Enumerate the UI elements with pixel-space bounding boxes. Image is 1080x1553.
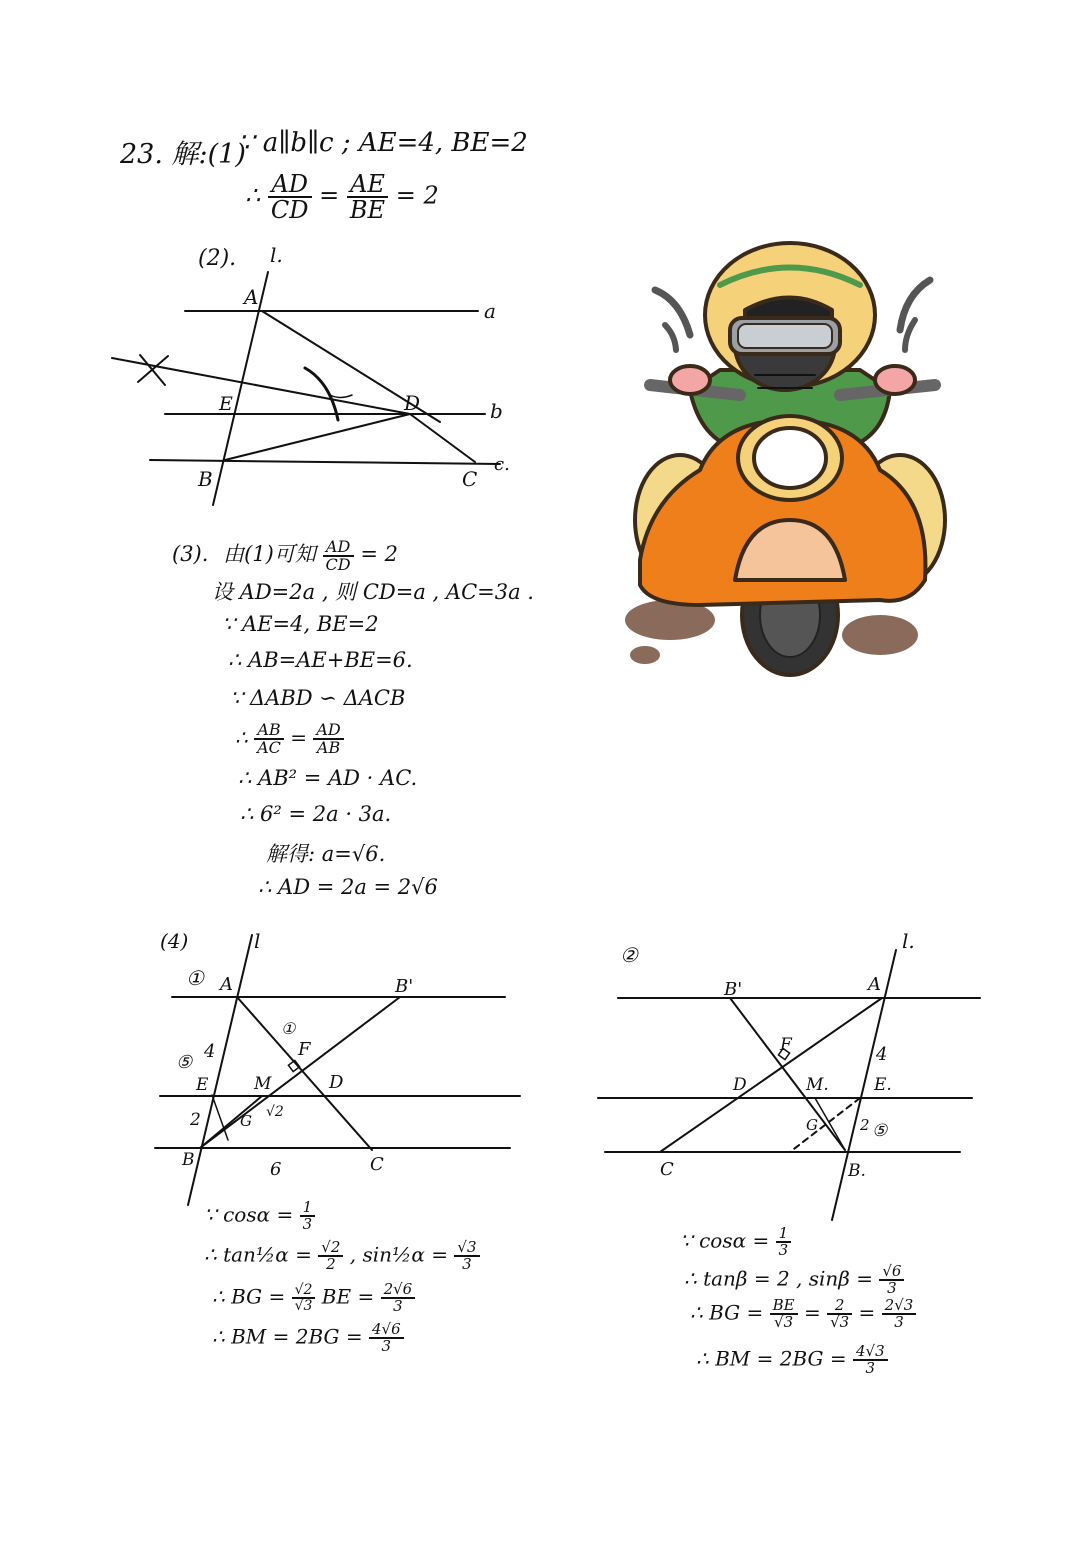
case2-point-d: D [733, 1075, 747, 1095]
case1-circle-1: ① [281, 1019, 296, 1038]
fraction-ad-cd: $\frac{AD}{CD}$ [268, 172, 312, 222]
part3-step-1: 设 AD=2a , 则 CD=a , AC=3a . [212, 580, 534, 604]
part3-ratio: ∴ $\frac{AB}{AC}$ = $\frac{AD}{AB}$ [235, 722, 344, 756]
case1-point-d: D [329, 1072, 344, 1093]
part2-label: (2). [198, 246, 237, 271]
case2-point-c: C [660, 1159, 674, 1180]
point-d: D [404, 391, 421, 415]
case1-point-m: M [254, 1074, 272, 1094]
case2-point-a: A [868, 974, 881, 995]
case1-point-b: B [182, 1150, 195, 1170]
case1-len-4: 4 [204, 1041, 216, 1062]
part3-step-8: ∴ AD = 2a = 2√6 [258, 875, 438, 899]
case2-marker: ② [620, 943, 638, 967]
point-a: A [244, 285, 259, 309]
part1-ratio: ∴ $\frac{AD}{CD}$ = $\frac{AE}{BE}$ = 2 [245, 170, 439, 224]
case2-point-bprime: B' [724, 979, 743, 1000]
case2-circle-5: ⑤ [872, 1121, 888, 1141]
point-b: B [198, 467, 213, 491]
fraction-ad-cd-3: $\frac{AD}{CD}$ [323, 539, 354, 573]
case2-len-4: 4 [876, 1044, 888, 1065]
case2-point-m: M. [806, 1075, 829, 1095]
case2-point-f: F [780, 1035, 792, 1055]
case1-len-6: 6 [270, 1159, 282, 1180]
case1-marker: ① [186, 966, 204, 990]
case1-len-2: 2 [190, 1110, 201, 1130]
part3-step-5: ∴ AB² = AD · AC. [238, 766, 418, 790]
case1-point-bprime: B' [395, 976, 414, 997]
case1-bg: ∴ BG = $\frac{√2}{√3}$ BE = $\frac{2√6}{3}$ [212, 1282, 415, 1314]
line-a-label: a [484, 299, 496, 323]
case1-tan: ∴ tan½α = $\frac{√2}{2}$ , sin½α = $\frac{√3}{3}$ [204, 1240, 480, 1272]
therefore-sign: ∴ [245, 181, 261, 210]
case2-label-l: l. [902, 929, 915, 953]
part3-line1: (3). 由(1)可知 $\frac{AD}{CD}$ = 2 [172, 536, 398, 574]
part3-step-2: ∵ AE=4, BE=2 [222, 612, 379, 636]
case1-label-l: l [254, 929, 261, 953]
case2-point-b: B. [848, 1161, 866, 1181]
label-l: l. [270, 243, 283, 267]
label-4: (4) [160, 929, 189, 953]
case1-point-f: F [298, 1039, 311, 1060]
part3-step-6: ∴ 6² = 2a · 3a. [240, 802, 392, 826]
point-e: E [219, 393, 233, 415]
part3-step-4: ∵ ΔABD ∽ ΔACB [230, 686, 406, 710]
point-c: C [462, 467, 478, 491]
case2-point-g: G [806, 1116, 818, 1134]
case1-bm: ∴ BM = 2BG = $\frac{4√6}{3}$ [212, 1322, 404, 1354]
fraction-ae-be: $\frac{AE}{BE}$ [347, 172, 388, 222]
case1-point-g: G [240, 1112, 252, 1130]
case2-tan: ∴ tanβ = 2 , sinβ = $\frac{√6}{3}$ [684, 1264, 904, 1296]
line-c-label: c. [494, 454, 510, 475]
part1-given: ∵ a∥b∥c ; AE=4, BE=2 [238, 128, 528, 158]
case1-point-c: C [370, 1154, 384, 1175]
line-b-label: b [490, 399, 503, 423]
case1-point-a: A [220, 974, 233, 995]
case1-cos: ∵ cosα = $\frac{1}{3}$ [204, 1200, 315, 1232]
case1-circle-5: ⑤ [176, 1052, 193, 1073]
part1-heading: 23. 解:(1) [120, 139, 246, 170]
part3-step-7: 解得: a=√6. [266, 842, 386, 866]
case2-point-e: E. [874, 1075, 892, 1095]
case2-len-2: 2 [860, 1116, 870, 1134]
case1-point-e: E [196, 1075, 209, 1095]
part3-step-3: ∴ AB=AE+BE=6. [228, 648, 413, 672]
case2-bg: ∴ BG = $\frac{BE}{√3}$ = $\frac{2}{√3}$ = $\frac{2√3}{3}$ [690, 1298, 916, 1330]
case1-sqrt2: √2 [266, 1104, 284, 1120]
case2-cos: ∵ cosα = $\frac{1}{3}$ [680, 1226, 791, 1258]
case2-bm: ∴ BM = 2BG = $\frac{4√3}{3}$ [696, 1344, 888, 1376]
